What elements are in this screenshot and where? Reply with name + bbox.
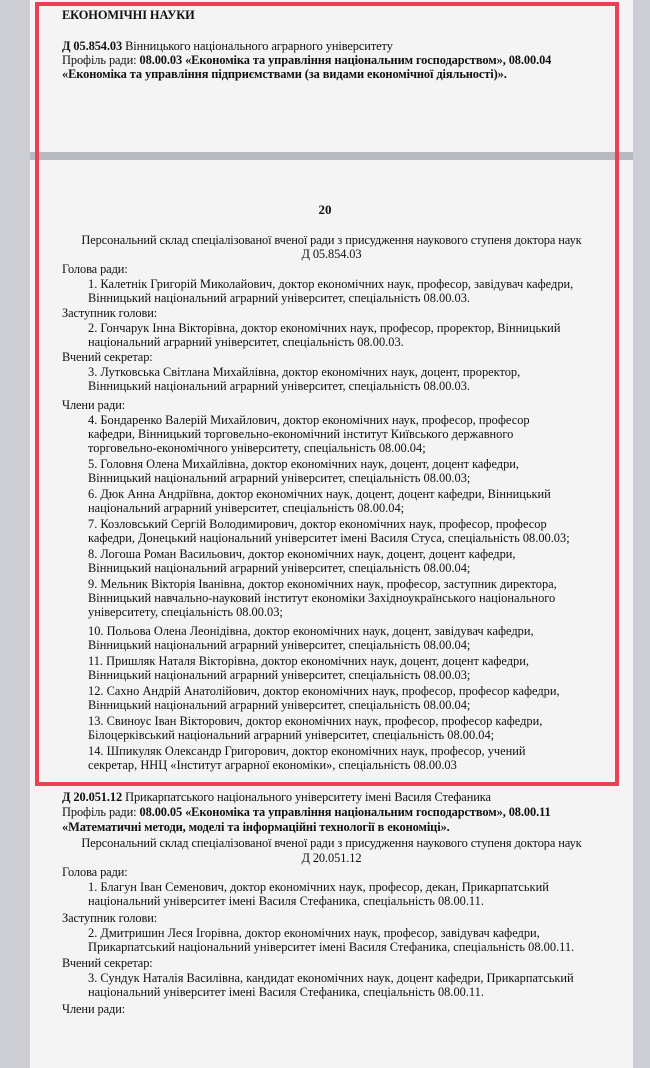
council1-person-14: 14. Шпикуляк Олександр Григорович, доктор економічних наук, професор, учений секретар, ННЦ «Інститут аграрної економіки», спеціальність 08.00.03 [88, 744, 526, 772]
council1-person-12: 12. Сахно Андрій Анатолійович, доктор економічних наук, професор, професор кафедри, Вінницький національний аграрний університет, спеціальність 08.00.04; [88, 684, 560, 712]
council1-person-2: 2. Гончарук Інна Вікторівна, доктор економічних наук, професор, проректор, Вінницький національний аграрний університет, спеціальність 08.00.03. [88, 321, 561, 349]
council1-head-label: Голова ради: [62, 262, 128, 276]
council1-profile-text1: 08.00.03 «Економіка та управління національним господарством», 08.00.04 [139, 53, 552, 67]
council1-profile-line1 [62, 53, 551, 67]
council1-members-label: Члени ради: [62, 398, 126, 412]
council1-deputy-label: Заступник голови: [62, 306, 158, 320]
council2-secretary-label: Вчений секретар: [62, 956, 153, 970]
council2-person-3: 3. Сундук Наталія Василівна, кандидат економічних наук, доцент кафедри, Прикарпатський національний університет імені Василя Стефаника, спеціальність 08.00.11. [88, 971, 574, 999]
council1-institution: Вінницького національного аграрного університету [125, 39, 393, 53]
council2-composition-code: Д 20.051.12 [301, 851, 362, 865]
council1-person-7: 7. Козловський Сергій Володимирович, доктор економічних наук, професор, професор кафедри, Донецький національний університет імені Василя Стуса, спеціальність 08.00.03; [88, 517, 570, 545]
council1-profile-label: Профіль ради: [62, 53, 137, 67]
council1-person-6: 6. Дюк Анна Андріївна, доктор економічних наук, доцент, доцент кафедри, Вінницький національний аграрний університет, спеціальність 08.00.04; [88, 487, 551, 515]
council1-person-1: 1. Калетнік Григорій Миколайович, доктор економічних наук, професор, завідувач кафедри, Вінницький національний аграрний університет, спеціальність 08.00.03. [88, 277, 574, 305]
page-number: 20 [318, 202, 332, 217]
council1-person-9: 9. Мельник Вікторія Іванівна, доктор економічних наук, професор, заступник директора, Вінницький навчально-науковий інститут економіки Західноукраїнського національного університету, спеціальність 08.00.03; [88, 577, 557, 619]
page-separator [30, 152, 633, 160]
section-title: ЕКОНОМІЧНІ НАУКИ [62, 8, 195, 22]
council1-person-11: 11. Пришляк Наталя Вікторівна, доктор економічних наук, доцент, доцент кафедри, Вінницький національний аграрний університет, спеціальність 08.00.03; [88, 654, 529, 682]
council2-profile-line2: «Математичні методи, моделі та інформаційні технології в економіці». [62, 820, 450, 834]
council1-profile-line2: «Економіка та управління підприємствами (за видами економічної діяльності)». [62, 67, 507, 81]
council1-secretary-label: Вчений секретар: [62, 350, 153, 364]
council2-person-1: 1. Благун Іван Семенович, доктор економічних наук, професор, декан, Прикарпатський національний університет імені Василя Стефаника, спеціальність 08.00.11. [88, 880, 549, 908]
council2-institution: Прикарпатського національного університету імені Василя Стефаника [125, 790, 491, 804]
council2-profile-text1: 08.00.05 «Економіка та управління національним господарством», 08.00.11 [139, 805, 551, 819]
council1-header [62, 39, 393, 53]
council1-person-3: 3. Лутковська Світлана Михайлівна, доктор економічних наук, доцент, проректор, Вінницький національний аграрний університет, спеціальність 08.00.03. [88, 365, 521, 393]
council1-code: Д 05.854.03 [62, 39, 123, 53]
council1-person-13: 13. Свиноус Іван Вікторович, доктор економічних наук, професор, професор кафедри, Білоцерківський національний аграрний університет, спеціальність 08.00.04; [88, 714, 543, 742]
council2-header [62, 790, 491, 804]
council2-head-label: Голова ради: [62, 865, 128, 879]
council1-composition-code: Д 05.854.03 [301, 247, 362, 261]
council2-profile-line1 [62, 805, 551, 819]
council2-deputy-label: Заступник голови: [62, 911, 158, 925]
council1-person-10: 10. Польова Олена Леонідівна, доктор економічних наук, доцент, завідувач кафедри, Вінницький національний аграрний університет, спеціальність 08.00.04; [88, 624, 534, 652]
council1-person-4: 4. Бондаренко Валерій Михайлович, доктор економічних наук, професор, професор кафедри, Вінницький торговельно-економічний інститут Київського державного торговельно-економічного університету, спеціальність 08.00.04; [88, 413, 530, 455]
council1-person-5: 5. Головня Олена Михайлівна, доктор економічних наук, доцент, доцент кафедри, Вінницький національний аграрний університет, спеціальність 08.00.03; [88, 457, 520, 485]
council2-person-2: 2. Дмитришин Леся Ігорівна, доктор економічних наук, професор, завідувач кафедри, Прикарпатський національний університет імені Василя Стефаника, спеціальність 08.00.11. [88, 926, 575, 954]
council1-person-8: 8. Логоша Роман Васильович, доктор економічних наук, доцент, доцент кафедри, Вінницький національний аграрний університет, спеціальність 08.00.04; [88, 547, 516, 575]
council1-composition-heading: Персональний склад спеціалізованої вченої ради з присудження наукового ступеня доктора наук [81, 233, 582, 247]
council2-members-label: Члени ради: [62, 1002, 126, 1016]
council2-code: Д 20.051.12 [62, 790, 123, 804]
council2-profile-label: Профіль ради: [62, 805, 137, 819]
council2-composition-heading: Персональний склад спеціалізованої вченої ради з присудження наукового ступеня доктора наук [81, 836, 582, 850]
